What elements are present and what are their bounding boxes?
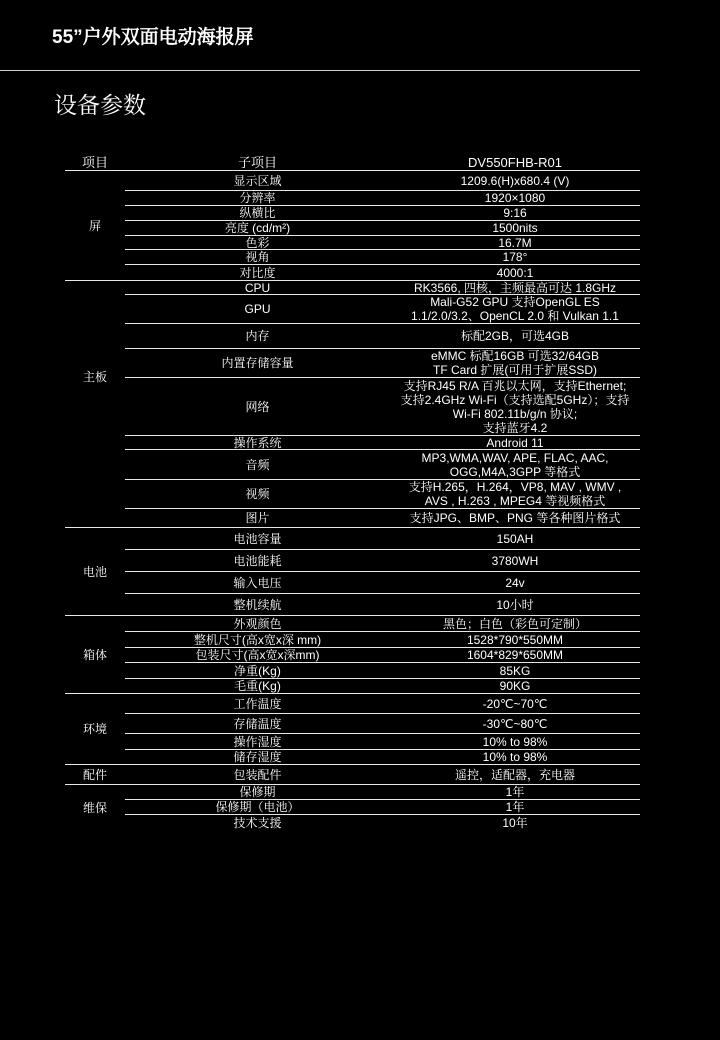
spec-value-runtime	[390, 594, 640, 616]
spec-value-net-weight	[390, 663, 640, 679]
spec-value-line: 1年	[505, 785, 525, 799]
spec-value-line: 3780WH	[491, 553, 539, 568]
spec-item-package-accessories: 包装配件	[125, 765, 390, 785]
spec-value-image	[390, 509, 640, 528]
spec-value-gross-weight	[390, 679, 640, 694]
spec-value-line: 标配2GB，可选4GB	[460, 329, 570, 343]
spec-item-image: 图片	[125, 509, 390, 528]
spec-value-line: 1年	[505, 800, 525, 814]
spec-value-unit-size	[390, 632, 640, 648]
spec-value-line: 16.7M	[498, 235, 532, 250]
spec-value-storage-temperature	[390, 714, 640, 734]
group-label-warranty: 维保	[82, 801, 107, 815]
spec-value-line: 支持蓝牙4.2	[482, 420, 548, 435]
spec-table	[65, 155, 640, 831]
spec-value-line: Android 11	[486, 435, 544, 450]
spec-item-battery-energy: 电池能耗	[125, 550, 390, 572]
section-title: 设备参数	[54, 92, 146, 118]
spec-value-contrast-ratio	[390, 265, 640, 281]
spec-value-line: 150AH	[496, 531, 534, 546]
spec-value-line: 支持H.265，H.264，VP8, MAV , WMV ,	[408, 480, 622, 494]
spec-value-battery-capacity	[390, 528, 640, 550]
spec-value-storage-humidity	[390, 750, 640, 765]
spec-value-line: 1.1/2.0/3.2、OpenCL 2.0 和 Vulkan 1.1	[411, 309, 619, 323]
spec-value-line: 24v	[505, 575, 525, 590]
group-label-environment: 环境	[65, 694, 125, 765]
spec-value-line: Wi-Fi 802.11b/g/n 协议;	[452, 406, 578, 421]
spec-value-gpu	[390, 295, 640, 324]
spec-value-color	[390, 236, 640, 250]
spec-item-warranty: 保修期	[125, 785, 390, 800]
spec-value-battery-energy	[390, 550, 640, 572]
spec-value-line: 黑色；白色（彩色可定制）	[442, 616, 587, 631]
spec-item-net-weight: 净重(Kg)	[125, 663, 390, 679]
spec-value-line: 1500nits	[492, 221, 538, 235]
spec-value-line: 9:16	[503, 206, 527, 220]
spec-value-line: 支持JPG、BMP、PNG 等各种图片格式	[409, 511, 621, 525]
spec-value-line: 85KG	[499, 663, 531, 678]
spec-item-resolution: 分辨率	[125, 191, 390, 206]
spec-value-line: TF Card 扩展(可用于扩展SSD)	[432, 363, 597, 377]
spec-item-operating-humidity: 操作湿度	[125, 734, 390, 750]
spec-item-technical-support: 技术支援	[233, 816, 282, 830]
spec-item-network: 网络	[125, 378, 390, 436]
spec-value-line: 1209.6(H)x680.4 (V)	[460, 173, 570, 188]
spec-value-cpu	[390, 281, 640, 295]
spec-value-video	[390, 480, 640, 509]
spec-value-warranty	[390, 785, 640, 800]
spec-value-viewing-angle	[390, 250, 640, 265]
spec-item-unit-size: 整机尺寸(高x宽x深 mm)	[125, 632, 390, 648]
spec-value-line: 支持2.4GHz Wi-Fi（支持选配5GHz）；支持	[400, 392, 630, 407]
spec-item-appearance-color: 外观颜色	[125, 616, 390, 632]
spec-value-line: Mali-G52 GPU 支持OpenGL ES	[430, 295, 600, 309]
title-divider	[0, 70, 640, 71]
spec-item-operating-temperature: 工作温度	[125, 694, 390, 714]
spec-value-line: -20℃~70℃	[482, 696, 548, 711]
spec-item-aspect-ratio: 纵横比	[125, 206, 390, 221]
spec-value-appearance-color	[390, 616, 640, 632]
column-header-item: 项目	[65, 155, 125, 171]
spec-item-storage-humidity: 储存湿度	[125, 750, 390, 765]
spec-value-line: 4000:1	[496, 265, 534, 280]
spec-value-line: 178°	[502, 250, 528, 264]
spec-value-network	[390, 378, 640, 436]
group-label-battery: 电池	[65, 528, 125, 616]
document-title: 55”户外双面电动海报屏	[52, 27, 254, 48]
spec-item-os: 操作系统	[125, 436, 390, 450]
spec-item-storage: 内置存储容量	[125, 349, 390, 378]
spec-value-line: 1528*790*550MM	[466, 632, 564, 647]
spec-value-os	[390, 436, 640, 450]
spec-item-contrast-ratio: 对比度	[125, 265, 390, 281]
spec-value-line: RK3566, 四核，主频最高可达 1.8GHz	[413, 280, 617, 295]
group-label-screen: 屏	[65, 171, 125, 281]
spec-value-line: OGG,M4A,3GPP 等格式	[449, 464, 581, 479]
spec-item-gross-weight: 毛重(Kg)	[125, 679, 390, 694]
spec-item-battery-capacity: 电池容量	[125, 528, 390, 550]
spec-value-line: MP3,WMA,WAV, APE, FLAC, AAC,	[421, 450, 609, 465]
spec-value-line: 10% to 98%	[482, 750, 548, 764]
spec-item-brightness: 亮度 (cd/m²)	[125, 221, 390, 236]
spec-item-package-size: 包装尺寸(高x宽x深mm)	[125, 648, 390, 663]
spec-value-aspect-ratio	[390, 206, 640, 221]
spec-value-line: 10% to 98%	[482, 734, 548, 749]
spec-value-audio	[390, 450, 640, 480]
spec-item-cpu: CPU	[125, 281, 390, 295]
spec-item-video: 视频	[125, 480, 390, 509]
spec-item-input-voltage: 输入电压	[125, 572, 390, 594]
spec-value-battery-warranty	[390, 800, 640, 815]
spec-value-line: -30℃~80℃	[482, 716, 548, 731]
spec-value-line: 90KG	[499, 679, 531, 693]
group-label-mainboard: 主板	[65, 281, 125, 528]
spec-item-viewing-angle: 视角	[125, 250, 390, 265]
group-label-accessories: 配件	[65, 765, 125, 785]
spec-value-operating-humidity	[390, 734, 640, 750]
column-header-model: DV550FHB-R01	[390, 155, 640, 171]
spec-value-line: 遥控，适配器，充电器	[454, 767, 575, 782]
spec-value-line: 10年	[502, 816, 528, 830]
spec-item-battery-warranty: 保修期（电池）	[125, 800, 390, 815]
spec-item-runtime: 整机续航	[125, 594, 390, 616]
spec-value-package-size	[390, 648, 640, 663]
group-label-cabinet: 箱体	[65, 616, 125, 694]
spec-value-line: AVS , H.263 , MPEG4 等视频格式	[424, 494, 606, 508]
spec-value-display-area	[390, 171, 640, 191]
spec-value-resolution	[390, 191, 640, 206]
spec-item-display-area: 显示区域	[125, 171, 390, 191]
spec-value-line: 10小时	[496, 597, 534, 612]
spec-value-technical-support	[390, 815, 640, 831]
spec-value-line: 支持RJ45 R/A 百兆以太网，支持Ethernet;	[403, 378, 627, 393]
spec-item-color: 色彩	[125, 236, 390, 250]
spec-value-operating-temperature	[390, 694, 640, 714]
spec-value-brightness	[390, 221, 640, 236]
spec-value-package-accessories	[390, 765, 640, 785]
spec-item-audio: 音频	[125, 450, 390, 480]
spec-value-memory	[390, 324, 640, 349]
column-header-subitem: 子项目	[125, 155, 390, 171]
spec-item-gpu: GPU	[125, 295, 390, 324]
spec-item-memory: 内存	[125, 324, 390, 349]
spec-value-line: 1604*829*650MM	[466, 648, 564, 662]
spec-value-line: eMMC 标配16GB 可选32/64GB	[430, 349, 600, 363]
spec-value-input-voltage	[390, 572, 640, 594]
spec-value-line: 1920×1080	[484, 191, 546, 205]
spec-item-storage-temperature: 存储温度	[125, 714, 390, 734]
spec-value-storage	[390, 349, 640, 378]
